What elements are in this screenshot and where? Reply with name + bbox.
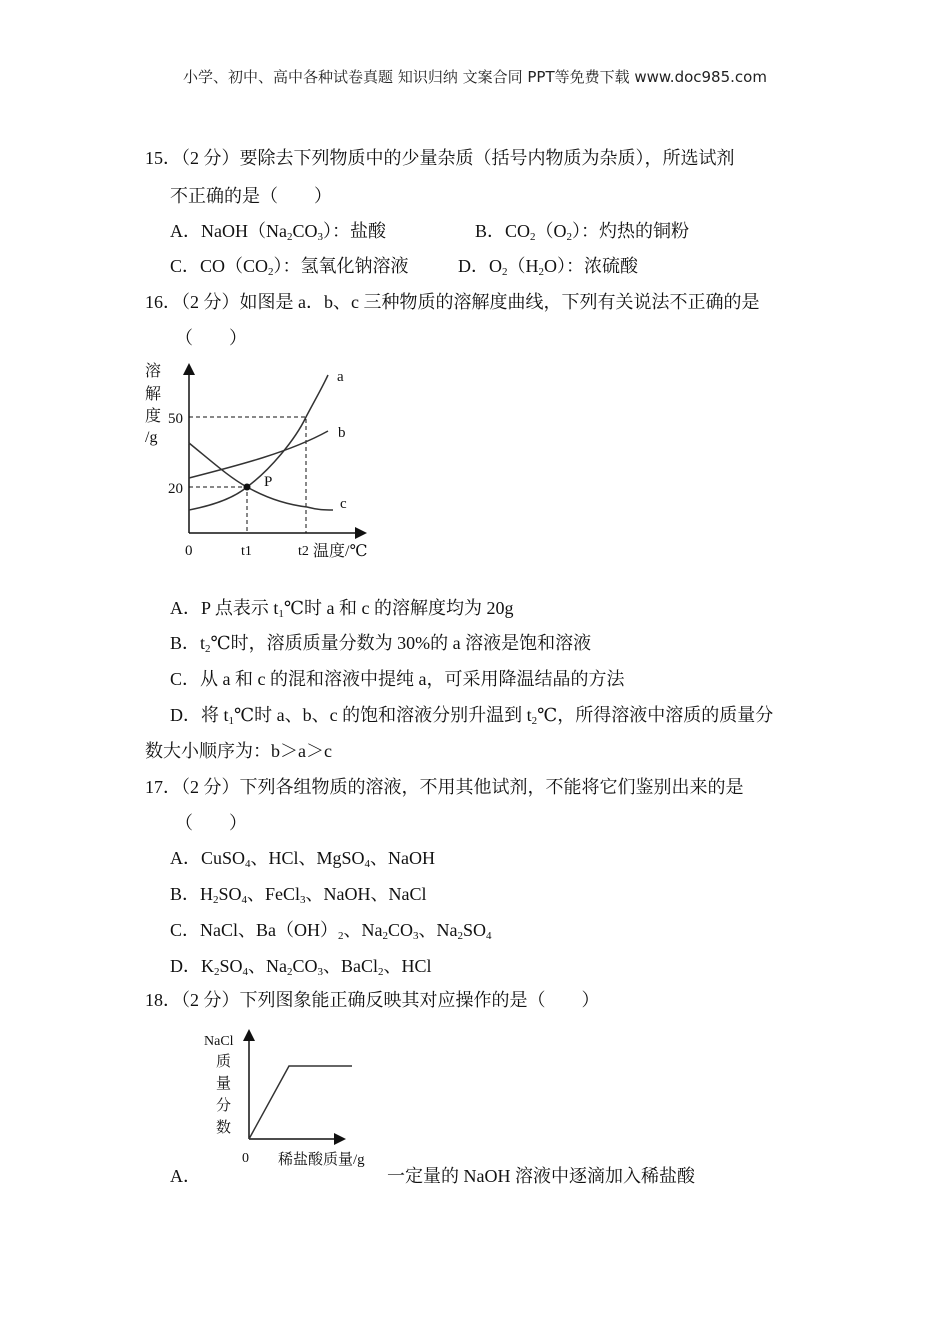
- y-label-1: 溶: [145, 363, 162, 380]
- text-run: 15．（2 分）要除去下列物质中的少量杂质（括号内物质为杂质），所选试剂: [145, 148, 735, 168]
- text-run: ）：盐酸: [323, 221, 386, 241]
- x-axis-label-18: 稀盐酸质量/g: [278, 1152, 365, 1168]
- nacl-line: [249, 1066, 352, 1139]
- text-run: （ ）: [175, 813, 247, 833]
- subscript: 2: [502, 266, 508, 278]
- text-run: 16．（2 分）如图是 a．b、c 三种物质的溶解度曲线，下列有关说法不正确的是: [145, 292, 760, 312]
- text-run: ）：氢氧化钠溶液: [273, 256, 409, 276]
- text-run: 、Na: [418, 920, 458, 940]
- text-run: C．NaCl、Ba（OH）: [170, 920, 338, 940]
- text-run: 、Na: [248, 956, 288, 976]
- text-run: 、NaOH: [370, 848, 436, 868]
- q17-stem-cont: [175, 812, 247, 834]
- text-run: （O: [535, 221, 567, 241]
- text-run: 数大小顺序为：b＞a＞c: [145, 741, 332, 761]
- subscript: 2: [382, 930, 388, 942]
- text-run: CO: [292, 956, 318, 976]
- curve-c: [189, 443, 333, 510]
- text-run: CO: [292, 221, 318, 241]
- subscript: 4: [242, 966, 249, 978]
- text-run: ）：灼热的铜粉: [572, 221, 690, 241]
- subscript: 4: [241, 894, 248, 906]
- y-tick-50: 50: [168, 411, 183, 427]
- subscript: 4: [245, 858, 251, 870]
- text-run: 、Na: [343, 920, 383, 940]
- subscript: 4: [486, 930, 492, 942]
- y-label-3: 度: [145, 408, 162, 425]
- q17-stem: [145, 776, 744, 798]
- subscript: 2: [538, 266, 544, 278]
- subscript: 2: [214, 966, 220, 978]
- subscript: 2: [213, 894, 219, 906]
- curve-a: [189, 375, 328, 510]
- origin-label: 0: [242, 1151, 249, 1166]
- q18-option-a-label: A．: [170, 1166, 201, 1186]
- subscript: 3: [300, 894, 306, 906]
- text-run: SO: [219, 956, 243, 976]
- subscript: 2: [566, 231, 573, 243]
- text-run: ℃时 a、b、c 的饱和溶液分别升温到 t: [234, 705, 532, 725]
- subscript: 2: [205, 643, 211, 655]
- text-run: B．t: [170, 633, 206, 653]
- subscript: 2: [457, 930, 464, 942]
- curve-label-a: a: [337, 369, 344, 385]
- text-run: O）：浓硫酸: [544, 256, 638, 276]
- subscript: 2: [338, 930, 344, 942]
- q16-option-b: [170, 632, 591, 654]
- y-label-fen: 分: [216, 1098, 232, 1114]
- page-header: 小学、初中、高中各种试卷真题 知识归纳 文案合同 PPT等免费下载 www.doc985.com: [183, 68, 767, 86]
- point-label-p: P: [264, 474, 273, 490]
- text-run: CO: [388, 920, 414, 940]
- text-run: 17．（2 分）下列各组物质的溶液，不用其他试剂，不能将它们鉴别出来的是: [145, 777, 744, 797]
- q17-option-b: [170, 883, 427, 905]
- x-tick-0: 0: [185, 543, 193, 559]
- text-run: （H: [507, 256, 539, 276]
- text-run: A．NaOH（Na: [170, 221, 287, 241]
- text-run: ℃时 a 和 c 的溶解度均为 20g: [283, 598, 514, 618]
- subscript: 4: [364, 858, 371, 870]
- subscript: 2: [530, 231, 536, 243]
- text-run: D．O: [458, 256, 502, 276]
- text-run: SO: [463, 920, 487, 940]
- y-label-zhi: 质: [216, 1054, 232, 1070]
- curve-b: [189, 431, 328, 478]
- y-label-liang: 量: [216, 1076, 232, 1092]
- text-run: ℃，所得溶液中溶质的质量分: [537, 705, 774, 725]
- subscript: 3: [317, 966, 324, 978]
- q18-option-a-text: 一定量的 NaOH 溶液中逐滴加入稀盐酸: [387, 1166, 695, 1186]
- text-run: 、HCl: [383, 956, 432, 976]
- text-run: 不正确的是（ ）: [170, 186, 332, 206]
- subscript: 3: [317, 231, 323, 243]
- point-p: [244, 484, 251, 491]
- text-run: ℃时，溶质质量分数为 30%的 a 溶液是饱和溶液: [210, 633, 592, 653]
- y-tick-20: 20: [168, 481, 183, 497]
- text-run: D．K: [170, 956, 214, 976]
- text-run: B．H: [170, 884, 214, 904]
- x-tick-t1: t1: [241, 544, 252, 559]
- subscript: 2: [268, 266, 274, 278]
- q16-option-c: [170, 668, 624, 690]
- text-run: D．将 t: [170, 705, 229, 725]
- text-run: （ ）: [175, 328, 247, 348]
- q17-option-a: [170, 847, 435, 869]
- text-run: C．从 a 和 c 的混和溶液中提纯 a，可采用降温结晶的方法: [170, 669, 625, 689]
- text-run: 、BaCl: [323, 956, 379, 976]
- q16-option-d-cont: [145, 740, 332, 762]
- q16-option-a: [170, 597, 513, 619]
- subscript: 3: [413, 930, 419, 942]
- y-label-nacl: NaCl: [204, 1034, 234, 1049]
- text-run: C．CO（CO: [170, 256, 269, 276]
- text-run: A．P 点表示 t: [170, 598, 279, 618]
- text-run: SO: [218, 884, 242, 904]
- text-run: A．CuSO: [170, 848, 246, 868]
- text-run: 、NaOH、NaCl: [305, 884, 427, 904]
- x-tick-t2: t2: [298, 544, 309, 559]
- subscript: 2: [286, 231, 293, 243]
- subscript: 1: [278, 608, 284, 620]
- x-axis-label: 温度/℃: [313, 543, 368, 560]
- q17-option-c: [170, 919, 492, 941]
- y-label-4: /g: [145, 429, 158, 446]
- subscript: 1: [228, 715, 234, 727]
- y-label-2: 解: [145, 386, 162, 403]
- q16-option-d: [170, 704, 773, 726]
- subscript: 2: [531, 715, 538, 727]
- text-run: 18．（2 分）下列图象能正确反映其对应操作的是（ ）: [145, 990, 600, 1010]
- text-run: 、FeCl: [247, 884, 301, 904]
- curve-label-c: c: [340, 496, 347, 512]
- text-run: 、HCl、MgSO: [250, 848, 365, 868]
- curve-label-b: b: [338, 425, 346, 441]
- q17-option-d: [170, 955, 432, 977]
- text-run: B．CO: [475, 221, 531, 241]
- subscript: 2: [378, 966, 384, 978]
- y-label-shu: 数: [216, 1120, 232, 1136]
- q18-stem: [145, 989, 600, 1011]
- subscript: 2: [287, 966, 293, 978]
